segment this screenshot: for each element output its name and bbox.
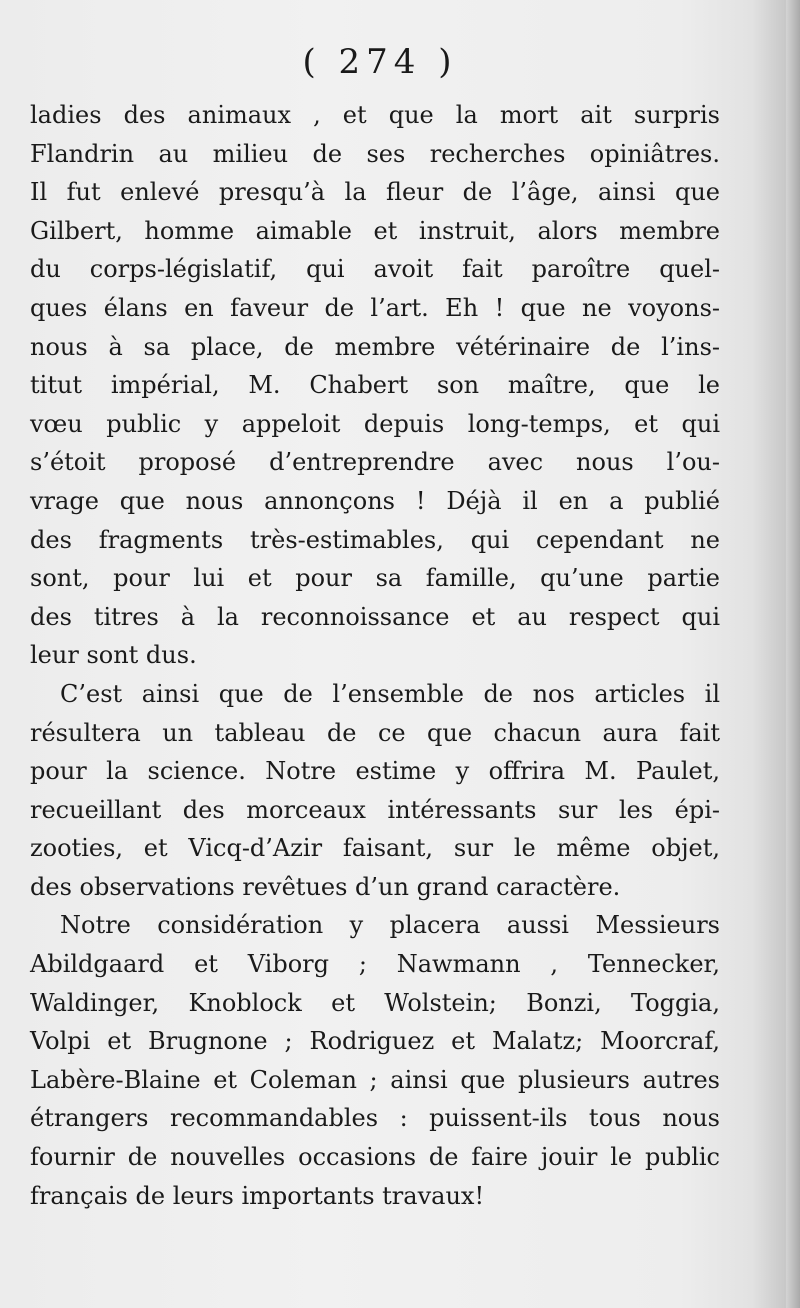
text-line: ladies des animaux , et que la mort ait surpris	[30, 101, 720, 129]
text-line: français de leurs importants travaux!	[30, 1181, 485, 1210]
text-line: ques élans en faveur de l’art. Eh ! que ne voyons-	[30, 293, 720, 322]
text-line: pour la science. Notre estime y offrira M. Paulet,	[30, 757, 720, 786]
text-line: des titres à la reconnoissance et au respect qui	[30, 602, 720, 631]
text-line: vœu public y appeloit depuis long-temps, et qui	[30, 409, 720, 438]
text-line: vrage que nous annonçons ! Déjà il en a publié	[30, 486, 720, 515]
text-line: Labère-Blaine et Coleman ; ainsi que plusieurs autres	[30, 1065, 720, 1094]
text-line: Gilbert, homme aimable et instruit, alors membre	[30, 216, 720, 245]
text-line: Abildgaard et Viborg ; Nawmann , Tennecker,	[30, 950, 720, 979]
body-text	[30, 96, 720, 1215]
page-edge	[786, 0, 800, 1308]
text-line: Flandrin au milieu de ses recherches opiniâtres.	[30, 139, 720, 168]
text-line: nous à sa place, de membre vétérinaire de l’ins-	[30, 332, 720, 361]
text-line: sont, pour lui et pour sa famille, qu’une partie	[30, 564, 720, 593]
text-line: zooties, et Vicq-d’Azir faisant, sur le même objet,	[30, 834, 720, 863]
text-line: des fragments très-estimables, qui cependant ne	[30, 525, 720, 554]
text-line: titut impérial, M. Chabert son maître, que le	[30, 371, 720, 400]
text-line: leur sont dus.	[30, 641, 197, 670]
text-line: résultera un tableau de ce que chacun aura fait	[30, 718, 720, 747]
text-line: des observations revêtues d’un grand caractère.	[30, 872, 621, 901]
text-line: Notre considération y placera aussi Messieurs	[60, 911, 720, 940]
text-line: étrangers recommandables : puissent-ils tous nous	[30, 1104, 720, 1133]
text-line: s’étoit proposé d’entreprendre avec nous l’ou-	[30, 448, 720, 477]
text-line: recueillant des morceaux intéressants sur les épi-	[30, 795, 720, 824]
text-line: Il fut enlevé presqu’à la fleur de l’âge, ainsi que	[30, 178, 720, 207]
text-line: Waldinger, Knoblock et Wolstein; Bonzi, Toggia,	[30, 988, 720, 1017]
text-line: du corps-législatif, qui avoit fait paroître quel-	[30, 255, 720, 284]
text-line: fournir de nouvelles occasions de faire jouir le public	[30, 1143, 720, 1172]
text-line: Volpi et Brugnone ; Rodriguez et Malatz; Moorcraf,	[30, 1027, 720, 1056]
page-number: ( 274 )	[302, 42, 458, 82]
text-line: C’est ainsi que de l’ensemble de nos articles il	[60, 679, 720, 708]
